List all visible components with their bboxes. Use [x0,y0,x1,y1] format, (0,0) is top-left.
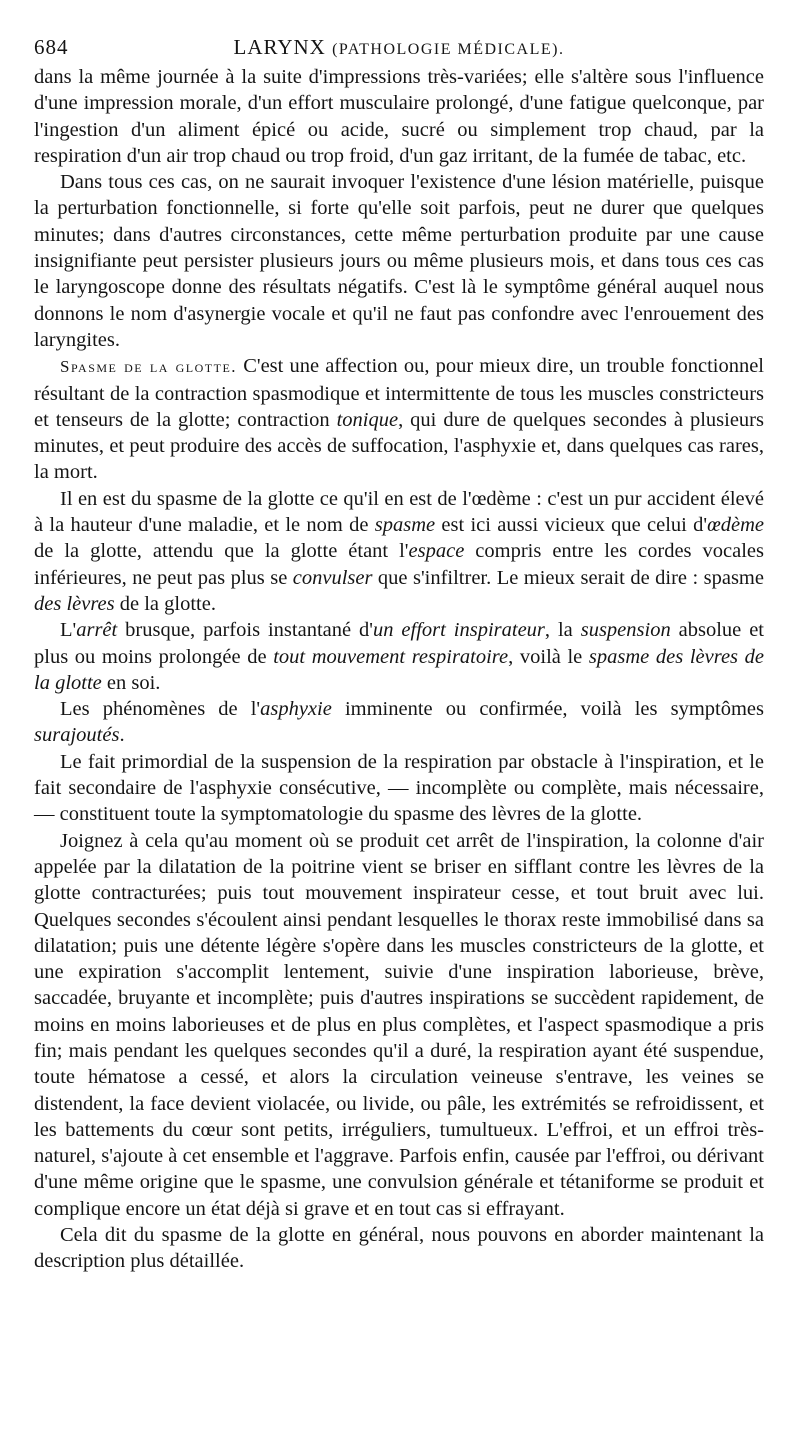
text-run: Dans tous ces cas, on ne saurait invoquer l'existence d'une lésion matérielle, puisque la perturbation fonctionnelle, si forte qu'elle soit parfois, peut ne durer que quelques minutes; dans d'autres circonstances, cette même perturbation produite par une cause insignifiante peut persister plusieurs jours ou même plusieurs mois, et dans tous ces cas le laryngoscope donne des résultats négatifs. C'est là le symptôme général auquel nous donnons le nom d'asynergie vocale et qu'il ne faut pas confondre avec l'enrouement des laryngites. [34,171,764,351]
text-run: de la glotte, attendu que la glotte étant l' [34,540,409,563]
text-run: brusque, parfois instantané d' [117,619,373,642]
text-run: que s'infiltrer. Le mieux serait de dire : spasme [372,566,764,589]
italic-text: tonique [336,408,399,431]
text-run: Joignez à cela qu'au moment où se produit cet arrêt de l'inspiration, la colonne d'air appelée par la dilatation de la poitrine vient se briser en sifflant contre les lèvres de la glotte contracturées; puis tout mouvement inspirateur cesse, et tout bruit avec lui. Quelques secondes s'écoulent ainsi pendant lesquelles le thorax reste immobilisé dans sa dilatation; puis une détente légère s'opère dans les muscles constricteurs de la glotte, et une expiration s'accomplit lentement, suivie d'une inspiration laborieuse, brève, saccadée, bruyante et incomplète; puis d'autres inspirations se succèdent rapidement, de moins en moins laborieuses et de plus en plus complètes, et l'aspect spasmodique a pris fin; mais pendant les quelques secondes qu'il a duré, la respiration ayant été suspendue, toute hématose a cessé, et alors la circulation veineuse s'entrave, les veines se distendent, la face devient violacée, ou livide, ou pâle, les extrémités se refroidissent, et les battements du cœur sont petits, irréguliers, tumultueux. L'effroi, et un effroi très-naturel, s'ajoute à cet ensemble et l'aggrave. Parfois enfin, causée par l'effroi, ou dérivant d'une même origine que le spasme, une convulsion générale et tétaniforme se produit et complique encore un état déjà si grave et en tout cas si effrayant. [34,829,764,1220]
text-run: en soi. [101,671,161,694]
header-subtitle: (PATHOLOGIE MÉDICALE). [332,41,565,58]
text-run: imminente ou confirmée, voilà les symptômes [331,698,764,721]
italic-text: convulser [292,566,373,589]
text-run: Les phénomènes de l' [60,698,261,721]
page-number: 684 [34,35,69,59]
italic-text: des lèvres [34,592,115,615]
body-text [34,64,764,1275]
paragraph [34,169,764,353]
section-heading: Spasme de la glotte. [60,357,238,377]
text-run: est ici aussi vicieux que celui d' [435,514,708,537]
italic-text: suspension [580,619,671,642]
italic-text: surajoutés [34,724,120,747]
italic-text: espace [408,540,465,563]
text-run: L' [60,619,77,642]
italic-text: asphyxie [260,698,332,721]
paragraph [34,696,764,749]
text-run: C'est une affection ou, pour mieux dire, un trouble fonctionnel résultant de la contraction spasmodique et intermittente de tous les muscles constricteurs et tenseurs de la glotte; contraction [34,355,765,431]
text-run: dans la même journée à la suite d'impressions très-variées; elle s'altère sous l'influence d'une impression morale, d'un effort musculaire prolongé, d'une fatigue quelconque, par l'ingestion d'un aliment épicé ou acide, sucré ou simplement trop chaud, par la respiration d'un air trop chaud ou trop froid, d'un gaz irritant, de la fumée de tabac, etc. [34,66,764,167]
text-run: de la glotte. [114,592,216,615]
italic-text: arrêt [76,619,118,642]
italic-text: tout mouvement respiratoire [273,645,509,668]
italic-text: spasme [374,514,436,537]
paragraph [34,749,764,828]
running-header [34,32,764,62]
text-run: . [119,724,125,747]
text-run: Le fait primordial de la suspension de la respiration par obstacle à l'inspiration, et le fait secondaire de l'asphyxie consécutive, — incomplète ou complète, mais nécessaire, — constituent toute la symptomatologie du spasme des lèvres de la glotte. [34,750,764,826]
header-title: LARYNX [233,35,326,59]
running-title [34,32,764,65]
text-run: , qui dure de quelques secondes à plusieurs minutes, et peut produire des accès de suffocation, l'asphyxie et, dans quelques cas rares, la mort. [34,408,764,484]
text-run: compris entre les cordes vocales inférieures, ne peut pas plus se [34,540,764,589]
italic-text: spasme des lèvres de la glotte [34,645,764,694]
italic-text: un effort inspirateur [372,619,545,642]
paragraph [34,486,764,617]
paragraph [34,353,764,485]
text-run: Cela dit du spasme de la glotte en général, nous pouvons en aborder maintenant la description plus détaillée. [34,1224,764,1273]
text-run: Il en est du spasme de la glotte ce qu'il en est de l'œdème : c'est un pur accident élevé à la hauteur d'une maladie, et le nom de [34,487,764,537]
paragraph [34,617,764,696]
text-run: , la [544,619,581,642]
italic-text: œdème [707,514,764,537]
text-run: absolue et plus ou moins prolongée de [34,619,764,668]
paragraph [34,64,764,169]
paragraph [34,828,764,1222]
paragraph [34,1222,764,1275]
text-run: , voilà le [508,645,589,668]
